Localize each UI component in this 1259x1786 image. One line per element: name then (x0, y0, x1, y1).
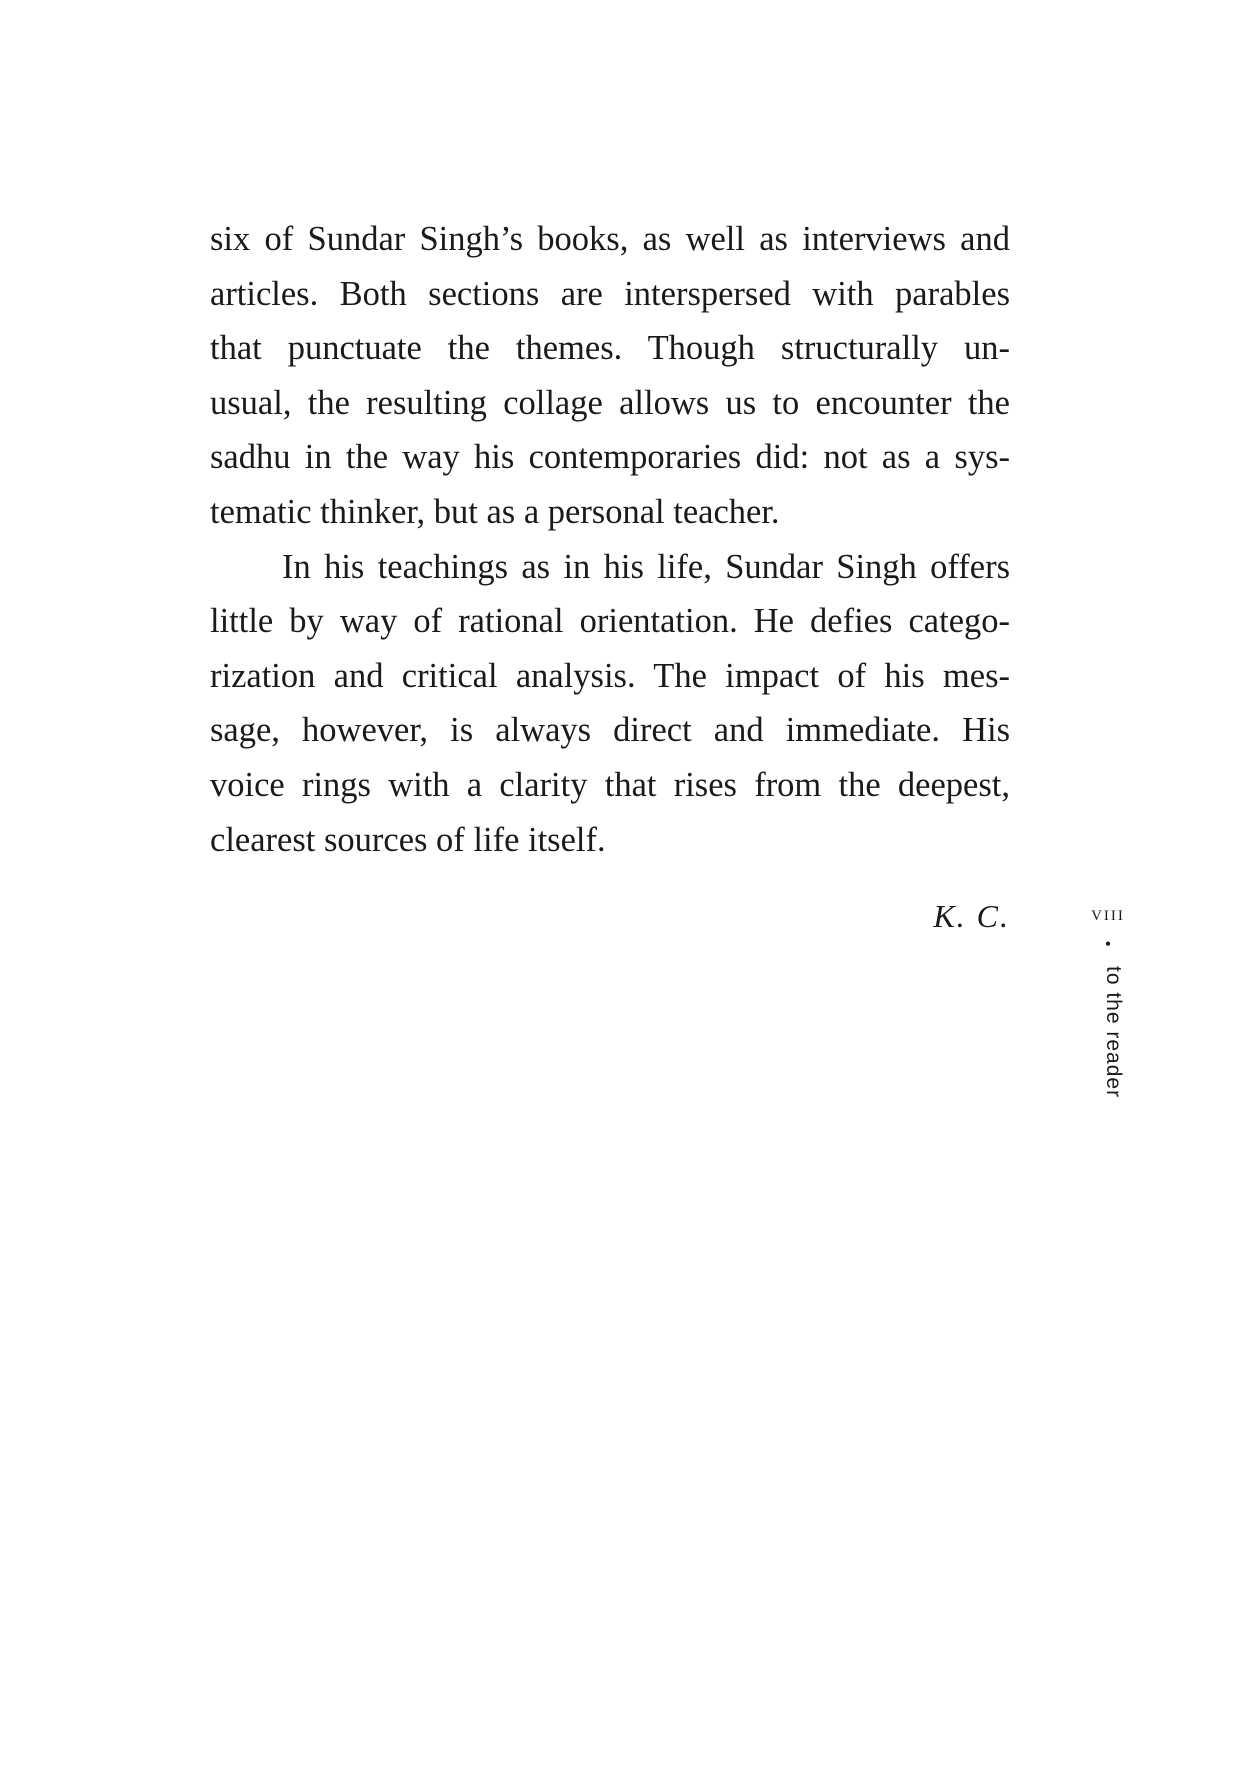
body-text (210, 212, 1010, 867)
text-line: sadhu in the way his contemporaries did: not as a sys- (210, 438, 1010, 477)
text-line: little by way of rational orientation. He defies catego- (210, 602, 1010, 641)
text-line: six of Sundar Singh’s books, as well as interviews and (210, 220, 1010, 258)
folio-separator-dot: • (1104, 934, 1112, 954)
page-number: viii (1091, 900, 1125, 925)
text-line: rization and critical analysis. The impact of his mes- (210, 656, 1010, 695)
text-line: that punctuate the themes. Though structurally un- (210, 329, 1010, 368)
running-head: to the reader (1102, 966, 1125, 1099)
text-line: voice rings with a clarity that rises from the deepest, (210, 765, 1010, 804)
text-line: articles. Both sections are interspersed with parables (210, 274, 1010, 313)
text-line: clearest sources of life itself. (210, 820, 606, 859)
text-line: sage, however, is always direct and immediate. His (210, 711, 1010, 750)
author-signature: K. C. (933, 898, 1010, 934)
text-line: In his teachings as in his life, Sundar Singh offers (282, 547, 1010, 586)
text-line: usual, the resulting collage allows us to encounter the (210, 383, 1010, 422)
text-line: tematic thinker, but as a personal teacher. (210, 492, 780, 531)
